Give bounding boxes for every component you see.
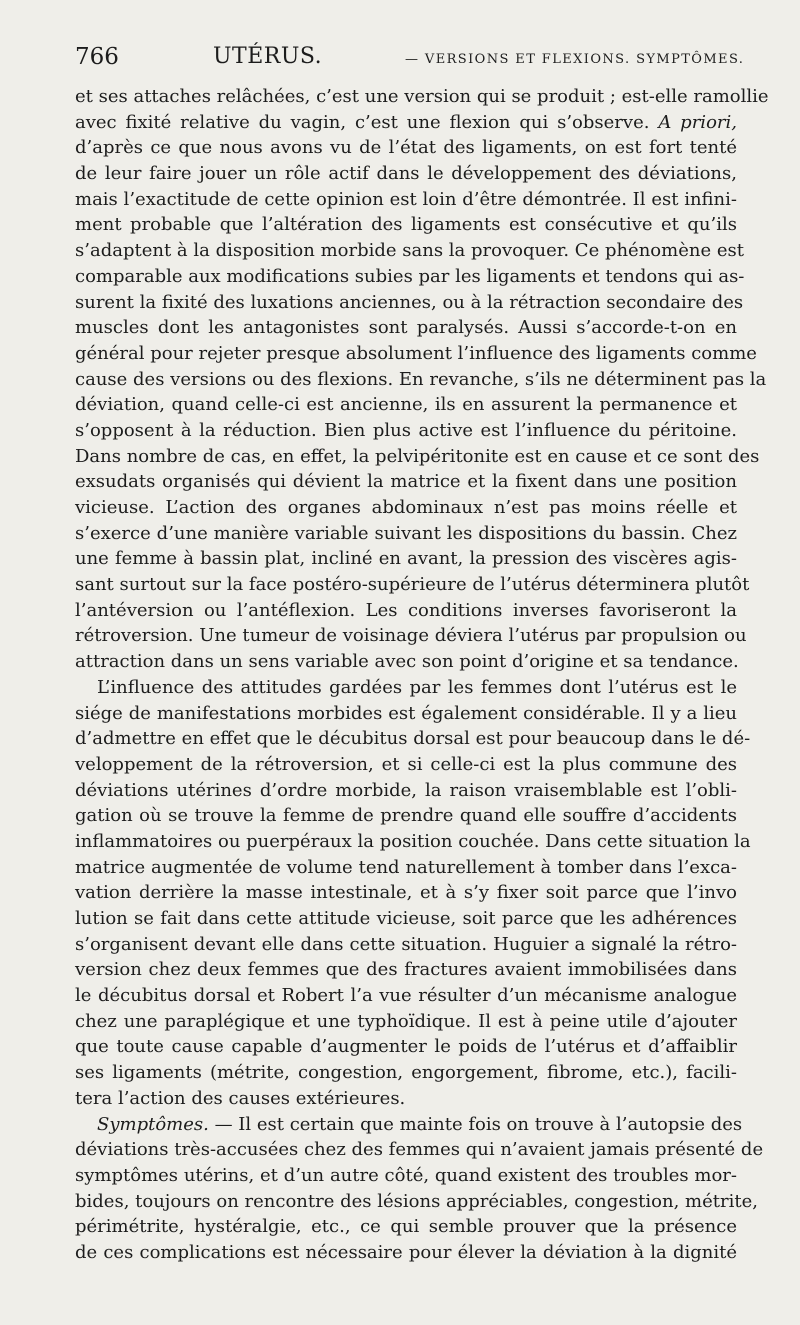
text-line [75, 521, 737, 547]
text-line [75, 1137, 764, 1163]
text-line [75, 1214, 737, 1240]
text-line [75, 444, 760, 470]
line-text: siége de manifestations morbides est également considérable. Il y a lieu [75, 702, 737, 724]
line-text: chez une paraplégique et une typhoïdique. Il est à peine utile d’ajouter [75, 1010, 737, 1032]
line-text: gation où se trouve la femme de prendre quand elle souffre d’accidents [75, 805, 737, 827]
text-line [75, 649, 737, 675]
line-text: rétroversion. Une tumeur de voisinage déviera l’utérus par propulsion ou [75, 625, 747, 647]
line-text: lution se fait dans cette attitude vicieuse, soit parce que les adhérences [75, 908, 737, 929]
line-text: bides, toujours on rencontre des lésions appréciables, congestion, métrite, [75, 1190, 758, 1212]
line-text: déviation, quand celle-ci est ancienne, ils en assurent la permanence et [75, 394, 737, 416]
text-line [75, 623, 747, 649]
text-line [75, 1060, 737, 1086]
running-header [75, 44, 755, 78]
text-line [75, 572, 750, 598]
text-line [75, 726, 751, 752]
line-text: exsudats organisés qui dévient la matrice et la fixent dans une position [75, 471, 737, 493]
text-line [75, 701, 737, 727]
line-text: s’organisent devant elle dans cette situation. Huguier a signalé la rétro- [75, 933, 737, 955]
line-text: déviations très-accusées chez des femmes qui n’avaient jamais présenté de [75, 1139, 764, 1161]
line-text: L’influence des attitudes gardées par les femmes dont l’utérus est le [97, 676, 737, 698]
text-line [75, 675, 737, 701]
line-text: cause des versions ou des flexions. En revanche, s’ils ne déterminent pas la [75, 368, 767, 390]
line-text: ment probable que l’altération des ligaments est consécutive et qu’ils [75, 214, 737, 236]
line-text: avec fixité relative du vagin, c’est une flexion qui s’observe. [75, 111, 659, 133]
line-text: l’antéversion ou l’antéflexion. Les conditions inverses favoriseront la [75, 599, 737, 621]
text-line [75, 546, 737, 572]
line-text: comparable aux modifications subies par les ligaments et tendons qui as- [75, 265, 745, 287]
text-line [75, 983, 737, 1009]
line-text: muscles dont les antagonistes sont paralysés. Aussi s’accorde-t-on en [75, 317, 737, 339]
line-text: inflammatoires ou puerpéraux la position couchée. Dans cette situation la [75, 830, 751, 852]
line-text: de leur faire jouer un rôle actif dans le développement des déviations, [75, 163, 737, 185]
body-text [75, 84, 769, 1266]
text-line [75, 238, 744, 264]
text-line [75, 341, 757, 367]
line-text: version chez deux femmes que des fractures avaient immobilisées dans [75, 959, 737, 981]
line-text: s’exerce d’une manière variable suivant les dispositions du bassin. Chez [75, 522, 737, 544]
text-line [75, 135, 737, 161]
text-line [75, 469, 737, 495]
text-line [75, 1034, 737, 1060]
text-line [75, 264, 745, 290]
line-text: mais l’exactitude de cette opinion est loin d’être démontrée. Il est infini- [75, 188, 737, 210]
text-line [75, 906, 737, 932]
text-line [75, 161, 737, 187]
line-text: Dans nombre de cas, en effet, la pelvipéritonite est en cause et ce sont des [75, 445, 760, 467]
italic-text: A priori, [658, 111, 737, 133]
header-title: UTÉRUS. [213, 44, 323, 69]
text-line [75, 1009, 737, 1035]
text-line [75, 1240, 737, 1266]
text-line [75, 1086, 737, 1112]
line-text: général pour rejeter presque absolument l’influence des ligaments comme [75, 342, 757, 364]
line-text: d’admettre en effet que le décubitus dorsal est pour beaucoup dans le dé- [75, 728, 751, 750]
text-line [75, 367, 767, 393]
italic-text: Symptômes. [97, 1113, 209, 1135]
line-text: ses ligaments (métrite, congestion, engorgement, fibrome, etc.), facili- [75, 1062, 737, 1084]
text-line [75, 803, 737, 829]
line-text: tera l’action des causes extérieures. [75, 1087, 406, 1109]
text-line [75, 187, 737, 213]
line-text: veloppement de la rétroversion, et si celle-ci est la plus commune des [75, 753, 737, 775]
line-text: attraction dans un sens variable avec son point d’origine et sa tendance. [75, 651, 739, 673]
text-line [75, 932, 737, 958]
line-text: vation derrière la masse intestinale, et à s’y fixer soit parce que l’invo [75, 882, 737, 904]
line-text: symptômes utérins, et d’un autre côté, quand existent des troubles mor- [75, 1164, 737, 1186]
text-line [75, 778, 737, 804]
line-text: matrice augmentée de volume tend naturellement à tomber dans l’exca- [75, 856, 737, 878]
text-line [75, 392, 737, 418]
text-line [75, 110, 737, 136]
line-text: s’adaptent à la disposition morbide sans la provoquer. Ce phénomène est [75, 240, 744, 262]
line-text: s’opposent à la réduction. Bien plus active est l’influence du péritoine. [75, 419, 737, 441]
text-line [75, 495, 737, 521]
text-line [75, 957, 737, 983]
line-text: sant surtout sur la face postéro-supérieure de l’utérus déterminera plutôt [75, 574, 750, 596]
text-line [75, 1112, 743, 1138]
line-text: déviations utérines d’ordre morbide, la raison vraisemblable est l’obli- [75, 779, 737, 801]
text-line [75, 290, 744, 316]
text-line [75, 84, 769, 110]
text-line [75, 855, 737, 881]
line-text: vicieuse. L’action des organes abdominaux n’est pas moins réelle et [75, 497, 737, 518]
line-text: d’après ce que nous avons vu de l’état des ligaments, on est fort tenté [75, 137, 737, 159]
line-text: — Il est certain que mainte fois on trouve à l’autopsie des [208, 1113, 743, 1135]
text-line [75, 880, 737, 906]
line-text: de ces complications est nécessaire pour élever la déviation à la dignité [75, 1241, 737, 1263]
line-text: et ses attaches relâchées, c’est une version qui se produit ; est-elle ramollie [75, 86, 769, 107]
text-line [75, 752, 737, 778]
text-line [75, 1163, 737, 1189]
line-text: le décubitus dorsal et Robert l’a vue résulter d’un mécanisme analogue [75, 985, 737, 1007]
line-text: surent la fixité des luxations anciennes, ou à la rétraction secondaire des [75, 291, 744, 313]
line-text: une femme à bassin plat, incliné en avant, la pression des viscères agis- [75, 548, 737, 570]
text-line [75, 418, 737, 444]
text-line [75, 598, 737, 624]
header-subtitle: — VERSIONS ET FLEXIONS. SYMPTÔMES. [405, 52, 745, 67]
page-number: 766 [75, 44, 119, 70]
text-line [75, 1189, 758, 1215]
line-text: périmétrite, hystéralgie, etc., ce qui semble prouver que la présence [75, 1216, 737, 1238]
text-line [75, 212, 737, 238]
line-text: que toute cause capable d’augmenter le poids de l’utérus et d’affaiblir [75, 1036, 737, 1058]
text-line [75, 315, 737, 341]
text-line [75, 829, 751, 855]
